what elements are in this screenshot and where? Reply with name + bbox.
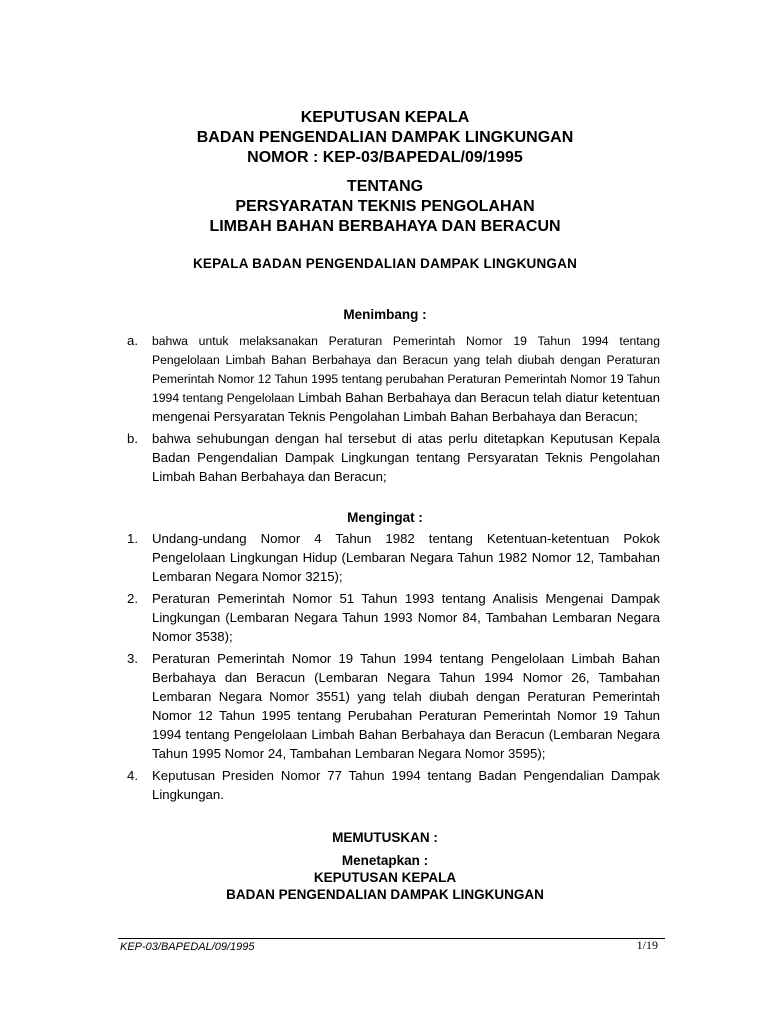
- title-line: NOMOR : KEP-03/BAPEDAL/09/1995: [247, 149, 523, 166]
- menetapkan-label: Menetapkan :: [341, 853, 429, 868]
- list-item-text: bahwa sehubungan dengan hal tersebut di atas perlu ditetapkan Keputusan Kepala Badan Pengendalian Dampak Lingkungan tentang Persyaratan Teknis Pengolahan Limbah Bahan Berbahaya dan Beracun;: [152, 431, 660, 484]
- footer-document-code: KEP-03/BAPEDAL/09/1995: [120, 941, 255, 953]
- list-item: [127, 649, 660, 763]
- list-item-text: Limbah Bahan Berbahaya dan Beracun telah diatur ketentuan mengenai Persyaratan Teknis Pengolahan Limbah Bahan Berbahaya dan Beracun;: [152, 390, 660, 424]
- list-item-text: Peraturan Pemerintah Nomor 19 Tahun 1994 tentang Pengelolaan Limbah Bahan Berbahaya dan Beracun (Lembaran Negara Tahun 1994 Nomor 26, Tambahan Lembaran Negara Nomor 3551) yang telah diubah dengan Peraturan Pemerintah Nomor 12 Tahun 1995 tentang Perubahan Peraturan Pemerintah Nomor 19 Tahun 1994 tentang Pengelolaan Limbah Bahan Berbahaya dan Beracun (Lembaran Negara Tahun 1995 Nomor 24, Tambahan Lembaran Negara Nomor 3595);: [152, 651, 660, 761]
- list-item-text: bahwa untuk melaksanakan Peraturan Pemerintah Nomor 19 Tahun 1994 tentang Pengelolaan Limbah Bahan Berbahaya dan Beracun yang telah diubah dengan Peraturan Pemerintah Nomor 12 Tahun 1995 tentang perubahan Peraturan Pemerintah Nomor 19 Tahun 1994 tentang Pengelolaan: [152, 334, 660, 405]
- list-marker: 2.: [127, 591, 138, 606]
- list-marker: a.: [127, 333, 138, 348]
- document-title: [100, 108, 670, 237]
- decision-title-line: KEPUTUSAN KEPALA: [313, 870, 457, 885]
- mengingat-list: [127, 529, 660, 807]
- list-marker: 4.: [127, 768, 138, 783]
- subject-line: TENTANG: [346, 178, 424, 195]
- menimbang-heading: Menimbang :: [343, 307, 427, 322]
- list-item: [127, 429, 660, 486]
- memutuskan-heading: MEMUTUSKAN :: [332, 830, 438, 845]
- list-item: [127, 331, 660, 426]
- list-item: [127, 589, 660, 646]
- footer-divider: [118, 938, 665, 939]
- list-marker: b.: [127, 431, 138, 446]
- subject-line: LIMBAH BAHAN BERBAHAYA DAN BERACUN: [209, 218, 561, 235]
- list-item: [127, 766, 660, 804]
- subject-line: PERSYARATAN TEKNIS PENGOLAHAN: [235, 198, 535, 215]
- list-item: [127, 529, 660, 586]
- list-item-text: Peraturan Pemerintah Nomor 51 Tahun 1993 tentang Analisis Mengenai Dampak Lingkungan (Lembaran Negara Tahun 1993 Nomor 84, Tambahan Lembaran Negara Nomor 3538);: [152, 591, 660, 644]
- list-marker: 1.: [127, 531, 138, 546]
- decision-title-line: BADAN PENGENDALIAN DAMPAK LINGKUNGAN: [226, 887, 544, 902]
- title-line: BADAN PENGENDALIAN DAMPAK LINGKUNGAN: [196, 129, 574, 146]
- title-line: KEPUTUSAN KEPALA: [300, 109, 470, 126]
- list-item-text: Undang-undang Nomor 4 Tahun 1982 tentang Ketentuan-ketentuan Pokok Pengelolaan Lingkungan Hidup (Lembaran Negara Tahun 1982 Nomor 12, Tambahan Lembaran Negara Nomor 3215);: [152, 531, 660, 584]
- issuing-authority: KEPALA BADAN PENGENDALIAN DAMPAK LINGKUNGAN: [192, 256, 578, 271]
- list-item-text: Keputusan Presiden Nomor 77 Tahun 1994 tentang Badan Pengendalian Dampak Lingkungan.: [152, 768, 660, 802]
- page-number: 1/19: [636, 938, 658, 952]
- mengingat-heading: Mengingat :: [347, 510, 423, 525]
- list-marker: 3.: [127, 651, 138, 666]
- menimbang-list: [127, 331, 660, 489]
